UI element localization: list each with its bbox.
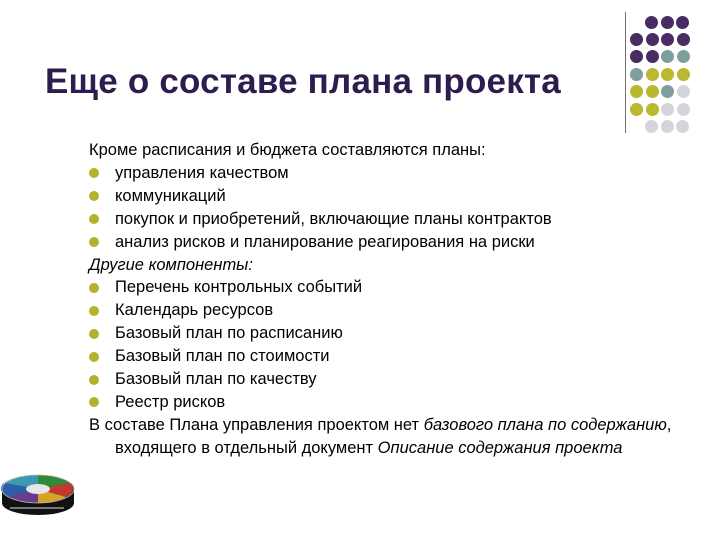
decorative-dot — [646, 68, 659, 81]
decorative-dot — [677, 50, 690, 63]
slide-body — [89, 139, 679, 460]
decorative-dot — [661, 68, 674, 81]
bullet-icon — [89, 283, 99, 293]
list-item — [89, 231, 679, 254]
list-item — [89, 299, 679, 322]
decorative-dot — [646, 50, 659, 63]
decorative-dot — [645, 16, 658, 29]
list-item — [89, 162, 679, 185]
closing-term-scope-baseline: базового плана по содержанию — [423, 415, 667, 434]
bullet-icon — [89, 329, 99, 339]
decorative-dot — [677, 103, 690, 116]
bullet-icon — [89, 352, 99, 362]
decorative-dot — [630, 50, 643, 63]
decorative-dot — [645, 120, 658, 133]
list-item — [89, 391, 679, 414]
slide-title: Еще о составе плана проекта — [45, 62, 561, 101]
bullet-icon — [89, 306, 99, 316]
list-item-text: Базовый план по расписанию — [115, 324, 343, 343]
list-item-text: Реестр рисков — [115, 392, 226, 411]
bullet-icon — [89, 397, 99, 407]
closing-text-1: В составе Плана управления проектом нет — [89, 415, 424, 434]
list-item — [89, 345, 679, 368]
list-item-text: коммуникаций — [115, 186, 226, 205]
decorative-dot — [677, 33, 690, 46]
list-item-text: анализ рисков и планирование реагирования на риски — [115, 232, 535, 251]
decorative-dot — [661, 120, 674, 133]
decorative-dot — [630, 33, 643, 46]
decorative-dot — [646, 85, 659, 98]
bullet-icon — [89, 168, 99, 178]
decorative-dot — [646, 33, 659, 46]
decorative-dot — [661, 33, 674, 46]
list-item — [89, 322, 679, 345]
closing-text-2: , входящего в отдельный документ — [115, 415, 672, 457]
decorative-dot — [661, 103, 674, 116]
other-components-heading: Другие компоненты: — [89, 255, 253, 274]
decorative-dot — [676, 16, 689, 29]
bullet-icon — [89, 214, 99, 224]
list-item-text: Перечень контрольных событий — [115, 278, 363, 297]
decorative-dot — [630, 68, 643, 81]
decorative-dot — [676, 120, 689, 133]
list-item-text: Базовый план по стоимости — [115, 347, 330, 366]
list-item-text: управления качеством — [115, 163, 289, 182]
decorative-dot — [677, 85, 690, 98]
bullet-icon — [89, 191, 99, 201]
intro-text: Кроме расписания и бюджета составляются планы: — [89, 141, 486, 159]
closing-paragraph — [89, 414, 675, 460]
list-item — [89, 368, 679, 391]
list-item-text: покупок и приобретений, включающие планы контрактов — [115, 209, 552, 228]
list-item — [89, 276, 679, 299]
bullet-icon — [89, 375, 99, 385]
decorative-dot — [630, 103, 643, 116]
decorative-dot — [661, 16, 674, 29]
decorative-dot — [646, 103, 659, 116]
closing-term-scope-statement: Описание содержания проекта — [377, 438, 623, 457]
decorative-dot — [661, 85, 674, 98]
bullet-icon — [89, 237, 99, 247]
list-item — [89, 208, 679, 231]
pmbok-circle-logo-icon — [0, 463, 80, 519]
list-item-text: Базовый план по качеству — [115, 370, 317, 389]
list-item-text: Календарь ресурсов — [115, 301, 274, 320]
list-item — [89, 185, 679, 208]
decorative-dot — [677, 68, 690, 81]
vertical-divider — [625, 12, 626, 133]
decorative-dot — [630, 85, 643, 98]
decorative-dot — [661, 50, 674, 63]
